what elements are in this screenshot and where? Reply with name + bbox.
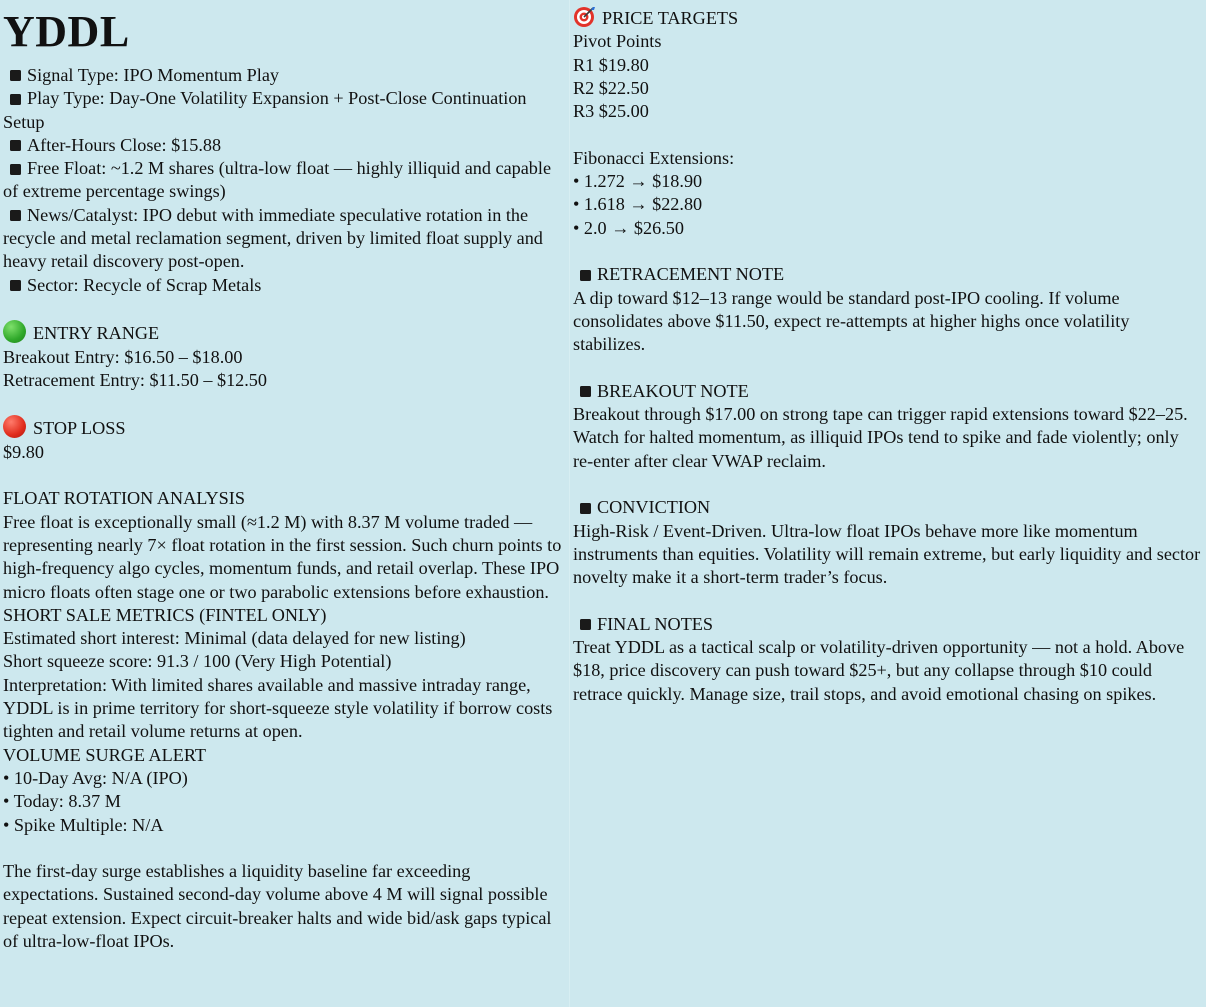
bullet-signal-type: Signal Type: IPO Momentum Play (3, 64, 569, 87)
fibonacci-heading: Fibonacci Extensions: (573, 147, 735, 168)
retracement-entry: Retracement Entry: $11.50 – $12.50 (3, 369, 267, 390)
retracement-note-body: A dip toward $12–13 range would be standard post-IPO cooling. If volume consolidates above $11.50, expect re-attempts at higher highs once volatility stabilizes. (573, 287, 1130, 355)
stop-loss-heading: STOP LOSS (3, 415, 569, 440)
bullet-sector: Sector: Recycle of Scrap Metals (3, 274, 569, 297)
entry-range-heading: ENTRY RANGE (3, 320, 569, 345)
retracement-note-heading: RETRACEMENT NOTE (573, 263, 1203, 286)
square-bullet-icon (580, 619, 591, 630)
ticker-title: YDDL (3, 7, 130, 56)
volume-section (3, 744, 569, 954)
float-rotation-section (3, 487, 569, 603)
volume-body: The first-day surge establishes a liquidity baseline far exceeding expectations. Sustained second-day volume above 4 M will signal possible repeat extension. Expect circuit-breaker halts and wide bid/ask gaps typical of ultra-low-float IPOs. (3, 861, 552, 951)
square-bullet-icon (10, 140, 21, 151)
fib-20: • 2.0 → $26.50 (573, 217, 684, 238)
bullet-after-hours-close: After-Hours Close: $15.88 (3, 134, 569, 157)
float-rotation-body: Free float is exceptionally small (≈1.2 M) with 8.37 M volume traded — representing nearly 7× float rotation in the first session. Such churn points to high-frequency algo cycles, momentum funds, and retail overlap. These IPO micro floats often stage one or two parabolic extensions before exhaustion. (3, 511, 562, 602)
short-sale-section (3, 604, 569, 744)
conviction-body: High-Risk / Event-Driven. Ultra-low float IPOs behave more like momentum instruments than equities. Volatility will remain extreme, but early liquidity and sector novelty make it a short-term trader’s focus. (573, 520, 1201, 588)
volume-heading: VOLUME SURGE ALERT (3, 744, 207, 765)
final-notes-heading: FINAL NOTES (573, 613, 1203, 636)
left-column (3, 0, 569, 1007)
price-targets-section (573, 6, 1203, 240)
pivot-r2: R2 $22.50 (573, 77, 649, 98)
short-sale-heading: SHORT SALE METRICS (FINTEL ONLY) (3, 604, 327, 625)
volume-item-avg: • 10-Day Avg: N/A (IPO) (3, 767, 188, 788)
conviction-heading: CONVICTION (573, 496, 1203, 519)
square-bullet-icon (10, 94, 21, 105)
breakout-note-body: Breakout through $17.00 on strong tape can trigger rapid extensions toward $22–25. Watch for halted momentum, as illiquid IPOs tend to spike and fade violently; only re-enter after clear VWAP reclaim. (573, 404, 1188, 471)
short-squeeze-score: Short squeeze score: 91.3 / 100 (Very High Potential) (3, 651, 392, 672)
bullet-play-type: Play Type: Day-One Volatility Expansion + Post-Close Continuation Setup (3, 88, 527, 132)
column-divider (569, 0, 570, 1007)
breakout-note-heading: BREAKOUT NOTE (573, 380, 1203, 403)
float-rotation-heading: FLOAT ROTATION ANALYSIS (3, 488, 245, 509)
square-bullet-icon (10, 280, 21, 291)
volume-item-today: • Today: 8.37 M (3, 791, 121, 812)
short-interest: Estimated short interest: Minimal (data delayed for new listing) (3, 628, 466, 649)
fib-1272: • 1.272 → $18.90 (573, 171, 703, 192)
final-notes-body: Treat YDDL as a tactical scalp or volatility-driven opportunity — not a hold. Above $18, price discovery can push toward $25+, but any collapse through $10 could retrace quickly. Manage size, trail stops, and avoid emotional chasing on spikes. (573, 637, 1185, 704)
bullet-free-float: Free Float: ~1.2 M shares (ultra-low float — highly illiquid and capable of extreme percentage swings) (3, 158, 552, 202)
bullet-news-catalyst: News/Catalyst: IPO debut with immediate speculative rotation in the recycle and metal reclamation segment, driven by limited float supply and heavy retail discovery post-open. (3, 204, 543, 272)
green-circle-icon (3, 320, 26, 343)
square-bullet-icon (580, 386, 591, 397)
entry-range-section (3, 320, 569, 392)
breakout-entry: Breakout Entry: $16.50 – $18.00 (3, 346, 243, 367)
target-icon (573, 6, 595, 28)
pivot-points-heading: Pivot Points (573, 31, 662, 52)
red-circle-icon (3, 415, 26, 438)
header-bullet-list (3, 64, 569, 297)
conviction-section (573, 496, 1203, 589)
breakout-note-section (573, 380, 1203, 473)
retracement-note-section (573, 263, 1203, 356)
final-notes-section (573, 613, 1203, 706)
square-bullet-icon (10, 70, 21, 81)
stop-loss-value: $9.80 (3, 441, 44, 462)
square-bullet-icon (10, 210, 21, 221)
right-column (573, 0, 1203, 1007)
fib-1618: • 1.618 → $22.80 (573, 194, 703, 215)
square-bullet-icon (580, 270, 591, 281)
pivot-r3: R3 $25.00 (573, 101, 649, 122)
price-targets-heading: PRICE TARGETS (573, 6, 1203, 30)
short-interpretation: Interpretation: With limited shares available and massive intraday range, YDDL is in prime territory for short-squeeze style volatility if borrow costs tighten and retail volume returns at open. (3, 674, 553, 742)
pivot-r1: R1 $19.80 (573, 54, 649, 75)
square-bullet-icon (10, 164, 21, 175)
square-bullet-icon (580, 503, 591, 514)
stop-loss-section (3, 415, 569, 464)
volume-item-spike: • Spike Multiple: N/A (3, 814, 164, 835)
